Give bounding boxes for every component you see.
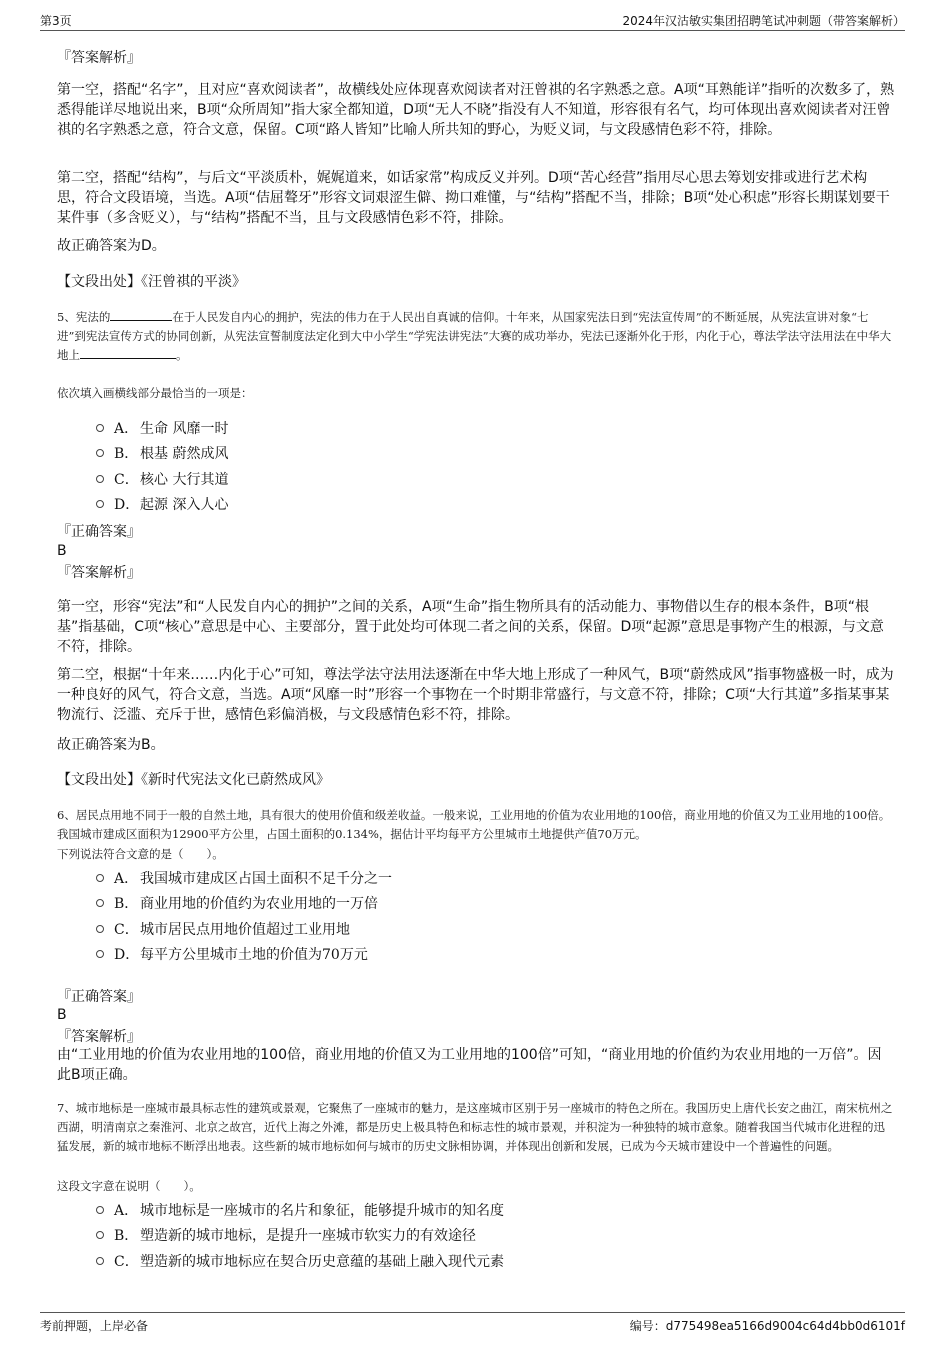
q7-option-a[interactable]: A． 城市地标是一座城市的名片和象征，能够提升城市的知名度: [96, 1197, 504, 1223]
q5-option-a[interactable]: A． 生命 风靡一时: [96, 415, 228, 441]
radio-icon[interactable]: [96, 899, 104, 907]
radio-icon[interactable]: [96, 1206, 104, 1214]
q6-option-d[interactable]: D． 每平方公里城市土地的价值为70万元: [96, 942, 392, 968]
q6-prompt: 下列说法符合文意的是（ ）。: [57, 847, 224, 861]
q6-analysis: 由“工业用地的价值为农业用地的100倍，商业用地的价值又为工业用地的100倍”可知，“商业用地的价值约为农业用地的一万倍”。因此B项正确。: [57, 1047, 882, 1083]
q4-conclusion: 故正确答案为D。: [57, 238, 166, 254]
q5-option-b[interactable]: B． 根基 蔚然成风: [96, 441, 228, 467]
q5-answer-label: 『正确答案』: [57, 524, 141, 540]
radio-icon[interactable]: [96, 475, 104, 483]
radio-icon[interactable]: [96, 1231, 104, 1239]
document-id: 编号：d775498ea5166d9004c64d4bb0d6101f: [629, 1319, 905, 1333]
q4-analysis-p1: 第一空，搭配“名字”，且对应“喜欢阅读者”，故横线处应体现喜欢阅读者对汪曾祺的名字熟悉之意。A项“耳熟能详”指听的次数多了，熟悉得能详尽地说出来，B项“众所周知”指大家全都知道，D项“无人不晓”指没有人不知道，形容很有名气，均可体现出喜欢阅读者对汪曾祺的名字熟悉之意，符合文意，保留。C项“路人皆知”比喻人所共知的野心，为贬义词，与文段感情色彩不符，排除。: [57, 82, 895, 138]
radio-icon[interactable]: [96, 500, 104, 508]
footer-slogan: 考前押题，上岸必备: [40, 1319, 149, 1333]
page-number: 第3页: [40, 14, 72, 28]
q5-options: [96, 415, 228, 517]
radio-icon[interactable]: [96, 874, 104, 882]
q6-answer-label: 『正确答案』: [57, 989, 141, 1005]
q5-number: 5、: [57, 310, 76, 324]
q5-prompt: 依次填入画横线部分最恰当的一项是：: [57, 386, 253, 400]
q7-option-b[interactable]: B． 塑造新的城市地标，是提升一座城市软实力的有效途径: [96, 1223, 504, 1249]
q6-options: [96, 865, 392, 967]
q5-source: 【文段出处】《新时代宪法文化已蔚然成风》: [57, 772, 330, 788]
radio-icon[interactable]: [96, 1257, 104, 1265]
radio-icon[interactable]: [96, 925, 104, 933]
q7-options: [96, 1197, 504, 1274]
radio-icon[interactable]: [96, 449, 104, 457]
q5-analysis-label: 『答案解析』: [57, 565, 141, 581]
q6-option-b[interactable]: B． 商业用地的价值约为农业用地的一万倍: [96, 891, 392, 917]
page-header: [40, 10, 905, 31]
q5-analysis-p1: 第一空，形容“宪法”和“人民发自内心的拥护”之间的关系，A项“生命”指生物所具有的活动能力、事物借以生存的根本条件，B项“根基”指基础，C项“核心”意思是中心、主要部分，置于此处均可体现二者之间的关系，保留。D项“起源”意思是事物产生的根源，与文意不符，排除。: [57, 599, 884, 655]
q6-analysis-label: 『答案解析』: [57, 1029, 141, 1045]
document-title: 2024年汉沽敏实集团招聘笔试冲刺题（带答案解析）: [622, 14, 905, 28]
q7-number: 7、: [57, 1101, 76, 1115]
q5-stem: 5、宪法的 在于人民发自内心的拥护，宪法的伟力在于人民出自真诚的信仰。十年来，从国家宪法日到“宪法宣传周”的不断延展，从宪法宣讲对象“七进”到宪法宣传方式的协同创新，从宪法宣誓制度法定化到大中小学生“学宪法讲宪法”大赛的成功举办，宪法已逐渐外化于形，内化于心，尊法学法守法用法在中华大地上 。: [57, 310, 892, 362]
q6-stem: 6、居民点用地不同于一般的自然土地，具有很大的使用价值和级差收益。一般来说，工业用地的价值为农业用地的100倍，商业用地的价值又为工业用地的100倍。我国城市建成区面积为12900平方公里，占国土面积的0.134%，据估计平均每平方公里城市土地提供产值70万元。: [57, 808, 891, 841]
q5-option-d[interactable]: D． 起源 深入人心: [96, 492, 228, 518]
q4-analysis-label: 『答案解析』: [57, 50, 141, 66]
q4-analysis-p2: 第二空，搭配“结构”，与后文“平淡质朴，娓娓道来，如话家常”构成反义并列。D项“苦心经营”指用尽心思去筹划安排或进行艺术构思，符合文段语境，当选。A项“佶屈聱牙”形容文词艰涩生僻、拗口难懂，与“结构”搭配不当，排除；B项“处心积虑”形容长期谋划要干某件事（多含贬义），与“结构”搭配不当，且与文段感情色彩不符，排除。: [57, 170, 890, 226]
q7-prompt: 这段文字意在说明（ ）。: [57, 1179, 201, 1193]
q5-option-c[interactable]: C． 核心 大行其道: [96, 466, 228, 492]
radio-icon[interactable]: [96, 950, 104, 958]
q5-answer: B: [57, 543, 67, 559]
q7-stem: 7、城市地标是一座城市最具标志性的建筑或景观，它聚焦了一座城市的魅力，是这座城市区别于另一座城市的特色之所在。我国历史上唐代长安之曲江，南宋杭州之西湖，明清南京之秦淮河、北京之故宫，近代上海之外滩，都是历史上极具特色和标志性的城市景观，并积淀为一种独特的城市意象。随着我国当代城市化进程的迅猛发展，新的城市地标不断浮出地表。这些新的城市地标如何与城市的历史文脉相协调，并体现出创新和发展，已成为今天城市建设中一个普遍性的问题。: [57, 1101, 893, 1153]
q6-number: 6、: [57, 808, 76, 822]
q7-option-c[interactable]: C． 塑造新的城市地标应在契合历史意蕴的基础上融入现代元素: [96, 1248, 504, 1274]
page-footer: [40, 1312, 905, 1335]
radio-icon[interactable]: [96, 424, 104, 432]
q6-answer: B: [57, 1007, 67, 1023]
q5-blank-2: [80, 346, 176, 359]
q4-source: 【文段出处】《汪曾祺的平淡》: [57, 274, 246, 290]
q5-blank-1: [110, 308, 172, 321]
q5-analysis-p2: 第二空，根据“十年来……内化于心”可知，尊法学法守法用法逐渐在中华大地上形成了一种风气，B项“蔚然成风”指事物盛极一时，成为一种良好的风气，符合文意，当选。A项“风靡一时”形容一个事物在一个时期非常盛行，与文意不符，排除；C项“大行其道”多指某事某物流行、泛滥、充斥于世，感情色彩偏消极，与文段感情色彩不符，排除。: [57, 667, 894, 723]
q5-conclusion: 故正确答案为B。: [57, 737, 165, 753]
q6-option-a[interactable]: A． 我国城市建成区占国土面积不足千分之一: [96, 865, 392, 891]
q6-option-c[interactable]: C． 城市居民点用地价值超过工业用地: [96, 916, 392, 942]
